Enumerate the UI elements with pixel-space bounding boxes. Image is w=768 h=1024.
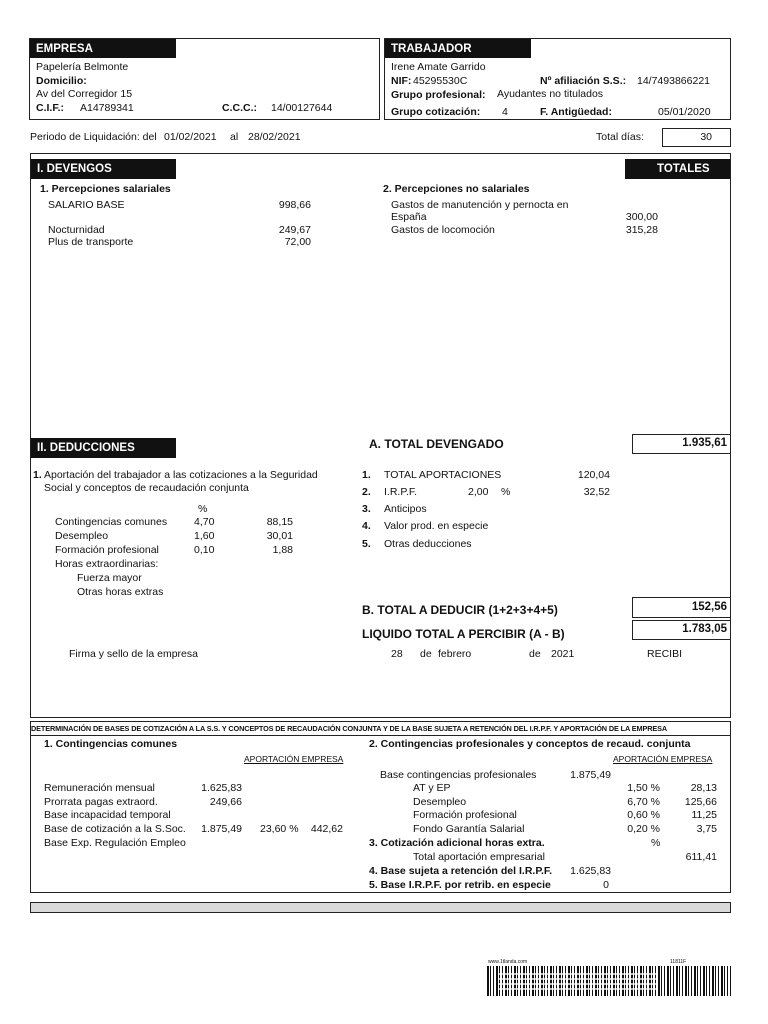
fuerza-label: Fuerza mayor <box>77 572 142 584</box>
ded-row-1-label: Desempleo <box>55 530 109 542</box>
cp-row-1-label: Desempleo <box>413 796 467 808</box>
hx-pct: % <box>651 837 661 849</box>
firma-de2: de <box>529 648 541 660</box>
cif-label: C.I.F.: <box>36 102 64 114</box>
ded-row-0-pct: 4,70 <box>194 516 215 528</box>
nosal2: Gastos de locomoción <box>391 224 495 236</box>
ded-list-1-label: I.R.P.F. <box>384 486 418 498</box>
hx-label: 3. Cotización adicional horas extra. <box>369 837 545 849</box>
grupo-prof-label: Grupo profesional: <box>391 89 486 101</box>
cp-row-0-label: AT y EP <box>413 782 451 794</box>
cp-title: 2. Contingencias profesionales y conceptos de recaud. conjunta <box>369 738 691 750</box>
cp-row-2-value: 11,25 <box>691 809 717 821</box>
irpf-base-value: 1.625,83 <box>570 865 611 877</box>
grupo-cot: 4 <box>502 106 508 118</box>
ded-row-0-label: Contingencias comunes <box>55 516 168 528</box>
cp-row-0-pct: 1,50 % <box>627 782 660 794</box>
cc-title: 1. Contingencias comunes <box>44 738 178 750</box>
barcode-small-left: www.1tlanda.com <box>488 959 528 965</box>
incap-label: Base incapacidad temporal <box>44 809 171 821</box>
nosal1-b: España <box>391 211 427 223</box>
erte-label: Base Exp. Regulación Empleo <box>44 837 186 849</box>
cp-row-1-pct: 6,70 % <box>627 796 660 808</box>
ded-list-2-n: 3. <box>362 503 371 515</box>
periodo-al: al <box>230 131 239 143</box>
aport-b: Social y conceptos de recaudación conjunta <box>44 482 249 494</box>
ccc-label: C.C.C.: <box>222 102 257 114</box>
ded-row-2-label: Formación profesional <box>55 544 159 556</box>
firma-dia: 28 <box>391 648 403 660</box>
firma-mes: febrero <box>438 648 472 660</box>
sal-2-label: Plus de transporte <box>48 236 134 248</box>
totales-header: TOTALES <box>625 159 730 179</box>
horas-label: Horas extraordinarias: <box>55 558 159 570</box>
grupo-cot-label: Grupo cotización: <box>391 106 481 118</box>
nif-label: NIF: <box>391 75 412 87</box>
ded-list-0-value: 120,04 <box>577 469 610 481</box>
base-cot-value: 1.875,49 <box>201 823 242 835</box>
empresa-nombre: Papelería Belmonte <box>36 61 129 73</box>
irpf-pct-sym: % <box>501 486 511 498</box>
base-cp-label: Base contingencias profesionales <box>380 769 537 781</box>
domicilio: Av del Corregidor 15 <box>36 88 133 100</box>
nosal2-value: 315,28 <box>625 224 658 236</box>
trabajador-header: TRABAJADOR <box>385 39 531 58</box>
grupo-prof: Ayudantes no titulados <box>497 88 604 100</box>
bases-title: DETERMINACIÓN DE BASES DE COTIZACIÓN A LA S.S. Y CONCEPTOS DE RECAUDACIÓN CONJUNTA Y DE LA BASE SUJETA A RETENCIÓN DEL I.R.P.F. Y APORTACIÓN DE LA EMPRESA <box>31 724 668 733</box>
nif: 45295530C <box>413 75 468 87</box>
antig: 05/01/2020 <box>658 106 711 118</box>
afiliacion: 14/7493866221 <box>637 75 710 87</box>
ded-row-1-pct: 1,60 <box>194 530 215 542</box>
cp-row-2-label: Formación profesional <box>413 809 517 821</box>
cp-row-3-value: 3,75 <box>696 823 717 835</box>
aport-num: 1. <box>33 469 42 481</box>
nosal1-a: Gastos de manutención y pernocta en <box>391 199 569 211</box>
base-cot-emp: 442,62 <box>310 823 343 835</box>
deducciones-header: II. DEDUCCIONES <box>31 438 176 458</box>
prorr-label: Prorrata pagas extraord. <box>44 796 158 808</box>
ded-list-4-n: 5. <box>362 538 371 550</box>
bases-title-rule <box>30 735 731 736</box>
periodo-hasta: 28/02/2021 <box>248 131 301 143</box>
periodo-label: Periodo de Liquidación: del <box>30 131 157 143</box>
cp-row-1-value: 125,66 <box>684 796 717 808</box>
cp-row-3-label: Fondo Garantía Salarial <box>413 823 525 835</box>
base-cp-value: 1.875,49 <box>570 769 611 781</box>
ded-list-1-value: 32,52 <box>583 486 610 498</box>
nosal-title: 2. Percepciones no salariales <box>383 183 530 195</box>
total-ded: 152,56 <box>691 601 727 613</box>
total-dev-label: A. TOTAL DEVENGADO <box>369 437 504 451</box>
afiliacion-label: Nº afiliación S.S.: <box>540 75 627 87</box>
sal-2-value: 72,00 <box>284 236 311 248</box>
especie-label: 5. Base I.R.P.F. por retrib. en especie <box>369 879 551 891</box>
liquido: 1.783,05 <box>682 623 727 635</box>
ded-list-1-n: 2. <box>362 486 371 498</box>
total-ded-label: B. TOTAL A DEDUCIR (1+2+3+4+5) <box>362 603 558 617</box>
empresa-header: EMPRESA <box>30 39 176 58</box>
total-aport-label: Total aportación empresarial <box>413 851 545 863</box>
ded-row-0-value: 88,15 <box>266 516 293 528</box>
dias: 30 <box>700 131 712 143</box>
ded-row-2-pct: 0,10 <box>194 544 215 556</box>
ded-list-3-label: Valor prod. en especie <box>384 520 489 532</box>
cp-row-2-pct: 0,60 % <box>627 809 660 821</box>
sal-1-label: Nocturnidad <box>48 224 105 236</box>
cif: A14789341 <box>80 102 134 114</box>
cp-row-3-pct: 0,20 % <box>627 823 660 835</box>
sal-0-label: SALARIO BASE <box>48 199 125 211</box>
liquido-label: LIQUIDO TOTAL A PERCIBIR (A - B) <box>362 627 565 641</box>
periodo-desde: 01/02/2021 <box>164 131 217 143</box>
irpf-base-label: 4. Base sujeta a retención del I.R.P.F. <box>369 865 553 877</box>
ded-list-0-n: 1. <box>362 469 371 481</box>
especie-value: 0 <box>603 879 609 891</box>
ded-row-2-value: 1,88 <box>272 544 293 556</box>
ded-list-4-label: Otras deducciones <box>384 538 472 550</box>
total-aport-value: 611,41 <box>685 851 717 863</box>
otras-label: Otras horas extras <box>77 586 164 598</box>
domicilio-label: Domicilio: <box>36 75 87 87</box>
firma-anio: 2021 <box>551 648 575 660</box>
total-dev: 1.935,61 <box>682 437 727 449</box>
ded-row-1-value: 30,01 <box>266 530 293 542</box>
trabajador-nombre: Irene Amate Garrido <box>391 61 486 73</box>
devengos-header: I. DEVENGOS <box>31 159 176 179</box>
cp-row-0-value: 28,13 <box>690 782 717 794</box>
base-cot-pct: 23,60 % <box>260 823 299 835</box>
base-cot-label: Base de cotización a la S.Soc. <box>44 823 186 835</box>
recibi-label: RECIBI <box>647 648 683 660</box>
sal-1-value: 249,67 <box>278 224 311 236</box>
ded-list-2-label: Anticipos <box>384 503 427 515</box>
ded-list-0-label: TOTAL APORTACIONES <box>384 469 502 481</box>
ccc: 14/00127644 <box>271 102 333 114</box>
barcode-pattern <box>498 972 658 990</box>
sal-0-value: 998,66 <box>278 199 311 211</box>
dias-label: Total días: <box>596 131 644 143</box>
rem-value: 1.625,83 <box>201 782 242 794</box>
firma-de1: de <box>420 648 432 660</box>
pct-header: % <box>198 503 208 515</box>
bottom-bar <box>30 902 731 913</box>
rem-label: Remuneración mensual <box>44 782 155 794</box>
aport-emp-2: APORTACIÓN EMPRESA <box>613 754 713 764</box>
firma-label: Firma y sello de la empresa <box>69 648 198 660</box>
prorr-value: 249,66 <box>209 796 242 808</box>
sal-title: 1. Percepciones salariales <box>40 183 171 195</box>
barcode-small-right: 11811F <box>670 959 687 965</box>
nosal1-value: 300,00 <box>625 211 658 223</box>
aport-a: Aportación del trabajador a las cotizaciones a la Seguridad <box>44 469 318 481</box>
aport-emp-1: APORTACIÓN EMPRESA <box>244 754 344 764</box>
ded-list-3-n: 4. <box>362 520 371 532</box>
antig-label: F. Antigüedad: <box>540 106 612 118</box>
irpf-pct: 2,00 <box>468 486 489 498</box>
